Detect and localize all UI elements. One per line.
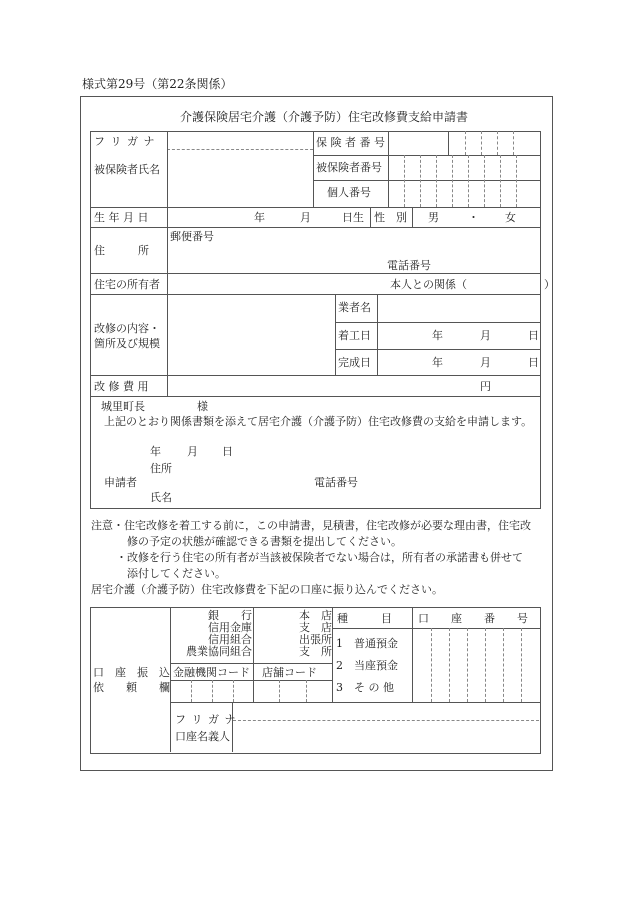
branch-code-label: 店舗コード bbox=[262, 666, 317, 679]
completion-year-label: 年 bbox=[432, 356, 443, 369]
branch-type-branch[interactable]: 支 店 bbox=[299, 621, 332, 634]
honorific: 様 bbox=[197, 400, 208, 413]
start-day-label: 日 bbox=[528, 329, 539, 342]
note1-line2: 修の予定の状態が確認できる書類を提出してください。 bbox=[127, 535, 402, 548]
birth-year-label: 年 bbox=[254, 211, 265, 224]
owner-relation-field[interactable]: 本人との関係（ ） bbox=[390, 278, 555, 291]
gender-female-option[interactable]: 女 bbox=[505, 211, 516, 224]
address-phone-label: 電話番号 bbox=[387, 259, 431, 272]
branch-type-agency[interactable]: 支 所 bbox=[299, 645, 332, 658]
address-label: 住 所 bbox=[94, 244, 149, 257]
application-month: 月 bbox=[187, 445, 198, 458]
institution-code-label: 金融機関コード bbox=[173, 666, 250, 679]
birth-day-label: 日生 bbox=[342, 211, 364, 224]
form-number: 様式第29号（第22条関係） bbox=[82, 77, 233, 91]
account-kind-header: 種 目 bbox=[337, 612, 392, 625]
completion-day-label: 日 bbox=[528, 356, 539, 369]
renovation-cost-label: 改 修 費 用 bbox=[94, 380, 149, 393]
gender-label: 性 別 bbox=[374, 211, 407, 224]
applicant-label: 申請者 bbox=[104, 476, 137, 489]
holder-furigana-label: フ リ ガ ナ bbox=[175, 713, 237, 726]
insurer-number-label: 保 険 者 番 号 bbox=[316, 136, 385, 149]
birth-month-label: 月 bbox=[300, 211, 311, 224]
renovation-label-line1: 改修の内容・ bbox=[94, 322, 160, 335]
contractor-label: 業者名 bbox=[338, 301, 371, 314]
applicant-name-label: 氏名 bbox=[150, 491, 172, 504]
note1-line1: 注意・住宅改修を着工する前に，この申請書，見積書，住宅改修が必要な理由書，住宅改 bbox=[91, 519, 531, 532]
completion-date-label: 完成日 bbox=[338, 356, 371, 369]
insured-number-label: 被保険者番号 bbox=[316, 161, 382, 174]
account-type-current[interactable]: 2 当座預金 bbox=[336, 659, 398, 672]
applicant-address-label: 住所 bbox=[150, 462, 172, 475]
postal-code-label: 郵便番号 bbox=[170, 230, 214, 243]
renovation-label-line2: 箇所及び規模 bbox=[94, 337, 160, 350]
bank-type-shinkin[interactable]: 信用金庫 bbox=[208, 621, 252, 634]
furigana-label: フ リ ガ ナ bbox=[94, 135, 156, 148]
transfer-instruction: 居宅介護（介護予防）住宅改修費を下記の口座に振り込んでください。 bbox=[91, 583, 443, 596]
application-day: 日 bbox=[222, 445, 233, 458]
account-type-ordinary[interactable]: 1 普通預金 bbox=[336, 637, 398, 650]
bank-type-shinkumi[interactable]: 信用組合 bbox=[208, 633, 252, 646]
transfer-section-label-line2: 依 頼 欄 bbox=[93, 681, 170, 694]
addressee: 城里町長 bbox=[101, 400, 145, 413]
note2-line1: ・改修を行う住宅の所有者が当該被保険者でない場合は，所有者の承諾書も併せて bbox=[116, 551, 523, 564]
transfer-section-label-line1: 口 座 振 込 bbox=[93, 666, 170, 679]
note2-line2: 添付してください。 bbox=[127, 567, 226, 580]
completion-month-label: 月 bbox=[480, 356, 491, 369]
branch-type-head-office[interactable]: 本 店 bbox=[299, 609, 332, 622]
branch-type-sub-branch[interactable]: 出張所 bbox=[299, 633, 332, 646]
start-date-label: 着工日 bbox=[338, 329, 371, 342]
account-number-header: 口 座 番 号 bbox=[418, 612, 528, 625]
bank-type-bank[interactable]: 銀 行 bbox=[208, 609, 252, 622]
account-type-other[interactable]: 3 そ の 他 bbox=[336, 681, 394, 694]
form-title: 介護保険居宅介護（介護予防）住宅改修費支給申請書 bbox=[180, 110, 469, 124]
gender-male-option[interactable]: 男 bbox=[428, 211, 439, 224]
yen-label: 円 bbox=[480, 380, 491, 393]
start-month-label: 月 bbox=[480, 329, 491, 342]
application-year: 年 bbox=[150, 445, 161, 458]
start-year-label: 年 bbox=[432, 329, 443, 342]
birth-date-label: 生 年 月 日 bbox=[94, 211, 149, 224]
application-statement: 上記のとおり関係書類を添えて居宅介護（介護予防）住宅改修費の支給を申請します。 bbox=[104, 415, 533, 428]
applicant-phone-label: 電話番号 bbox=[314, 476, 358, 489]
personal-number-label: 個人番号 bbox=[327, 186, 371, 199]
account-holder-label: 口座名義人 bbox=[175, 730, 230, 743]
gender-separator: ・ bbox=[468, 211, 479, 224]
insured-name-label: 被保険者氏名 bbox=[94, 163, 160, 176]
owner-label: 住宅の所有者 bbox=[94, 278, 160, 291]
bank-type-ja[interactable]: 農業協同組合 bbox=[186, 645, 252, 658]
